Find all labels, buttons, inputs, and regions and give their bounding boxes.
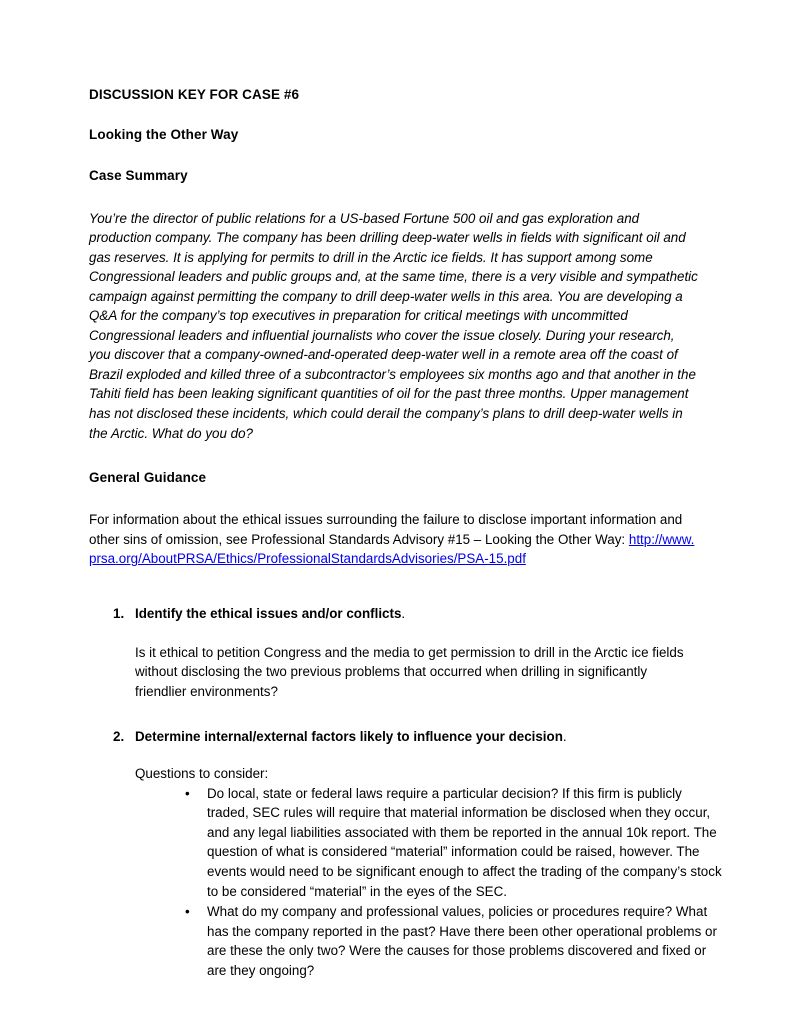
general-guidance-text: For information about the ethical issues surrounding the failure to disclose important information and other sins of omission, see Professional Standards Advisory #15 – Looking the Other Way: <box>89 512 683 547</box>
question-heading-2-text: Determine internal/external factors likely to influence your decision <box>135 729 563 745</box>
bullet-icon: • <box>185 904 190 920</box>
general-guidance-heading: General Guidance <box>89 470 207 486</box>
consider-bullet-list <box>89 784 722 981</box>
questions-list <box>89 604 722 981</box>
question-heading-1-text: Identify the ethical issues and/or conflicts <box>135 606 402 622</box>
psa-15-link[interactable]: http://www.prsa.org/AboutPRSA/Ethics/ProfessionalStandardsAdvisories/PSA-15.pdf <box>89 531 695 567</box>
question-body-1: Is it ethical to petition Congress and the media to get permission to drill in the Arctic ice fields without disclosing the two previous problems that occurred when drilling in significantly friendlier environments? <box>135 644 684 699</box>
question-heading-2-period: . <box>562 729 567 745</box>
question-heading-2 <box>135 727 697 747</box>
question-item-2 <box>89 727 722 980</box>
question-number-2: 2. <box>113 729 125 745</box>
question-heading-1 <box>135 604 697 624</box>
question-item-1 <box>89 604 697 701</box>
list-item <box>185 902 727 980</box>
bullet-text: Do local, state or federal laws require a particular decision? If this firm is publicly traded, SEC rules will require that material information be disclosed when they occur, and any legal liabilities associated with them be reported in the annual 10k report. The question of what is considered “material” information could be raised, however. The events would need to be significant enough to affect the trading of the company’s stock to be considered “material” in the eyes of the SEC. <box>207 785 722 899</box>
bullet-icon: • <box>185 785 190 801</box>
question-number-1: 1. <box>113 606 125 622</box>
question-heading-1-period: . <box>401 606 406 622</box>
case-summary-heading: Case Summary <box>89 168 188 184</box>
document-title: DISCUSSION KEY FOR CASE #6 <box>89 87 300 102</box>
bullet-text: What do my company and professional values, policies or procedures require? What has the company reported in the past? Have there been other operational problems or are these the only two? Were the causes for those problems discovered and fixed or are they ongoing? <box>207 904 717 978</box>
questions-to-consider-label: Questions to consider: <box>135 766 269 781</box>
document-subtitle: Looking the Other Way <box>89 127 239 143</box>
case-summary-paragraph: You’re the director of public relations for a US-based Fortune 500 oil and gas exploration and production company. The company has been drilling deep-water wells in fields with significant oil and gas reserves. It is applying for permits to drill in the Arctic ice fields. It has support among some Congressional leaders and public groups and, at the same time, there is a very visible and sympathetic campaign against permitting the company to drill deep-water wells in this area. You are developing a Q&A for the company’s top executives in preparation for critical meetings with uncommitted Congressional leaders and influential journalists who cover the issue closely. During your research, you discover that a company-owned-and-operated deep-water well in a remote area off the coast of Brazil exploded and killed three of a subcontractor’s employees six months ago and that another in the Tahiti field has been leaking significant quantities of oil for the past three months. Upper management has not disclosed these incidents, which could derail the company’s plans to drill deep-water wells in the Arctic. What do you do? <box>89 210 698 441</box>
list-item <box>185 784 727 902</box>
general-guidance-paragraph <box>89 510 701 569</box>
